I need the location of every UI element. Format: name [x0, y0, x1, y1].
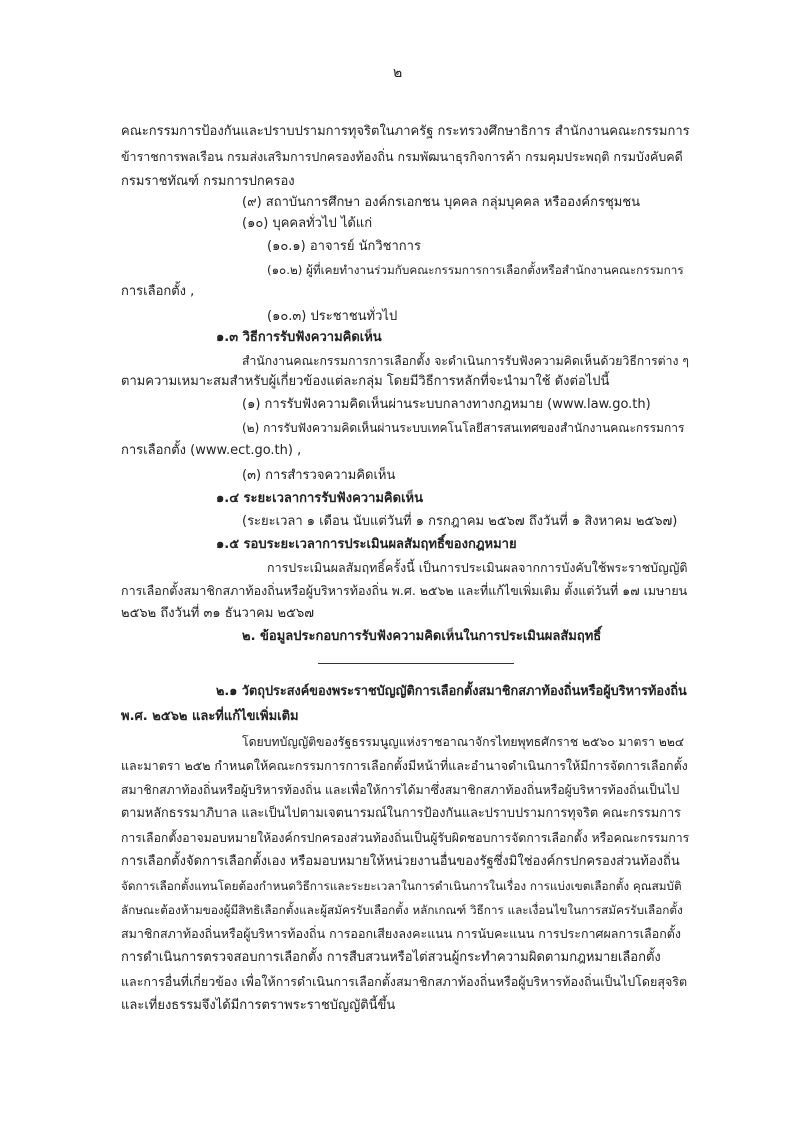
section-heading: ๒.๑ วัตถุประสงค์ของพระราชบัญญัติการเลือกตั้งสมาชิกสภาท้องถิ่นหรือผู้บริหารท้องถิ่น: [216, 684, 687, 699]
list-item: (๑๐.๓) ประชาชนทั่วไป: [267, 309, 398, 324]
text-line: การเลือกตั้งอาจมอบหมายให้องค์กรปกครองส่วนท้องถิ่นเป็นผู้รับผิดชอบการจัดการเลือกตั้ง หรือคณะกรรมการ: [121, 831, 690, 845]
text-line: โดยบทบัญญัติของรัฐธรรมนูญแห่งราชอาณาจักรไทยพุทธศักราช ๒๕๖๐ มาตรา ๒๒๔: [242, 735, 685, 749]
text-line: ลักษณะต้องห้ามของผู้มีสิทธิเลือกตั้งและผู้สมัครรับเลือกตั้ง หลักเกณฑ์ วิธีการ และเงื่อนไขในการสมัครรับเลือกตั้ง: [121, 903, 683, 917]
section-heading: ๑.๔ ระยะเวลาการรับฟังความคิดเห็น: [216, 491, 423, 506]
text-line: ๒๕๖๒ ถึงวันที่ ๓๑ ธันวาคม ๒๕๖๗: [121, 606, 314, 621]
text-line: สำนักงานคณะกรรมการการเลือกตั้ง จะดำเนินการรับฟังความคิดเห็นด้วยวิธีการต่าง ๆ: [242, 354, 689, 368]
text-line: คณะกรรมการป้องกันและปราบปรามการทุจริตในภาครัฐ กระทรวงศึกษาธิการ สำนักงานคณะกรรมการ: [121, 124, 690, 139]
text-line: การเลือกตั้ง ,: [121, 284, 195, 299]
page-number: ๒: [393, 65, 403, 81]
text-line: ข้าราชการพลเรือน กรมส่งเสริมการปกครองท้องถิ่น กรมพัฒนาธุรกิจการค้า กรมคุมประพฤติ กรมบังคับคดี: [121, 149, 683, 164]
list-item: (๑) การรับฟังความคิดเห็นผ่านระบบกลางทางกฎหมาย (www.law.go.th): [242, 397, 651, 412]
list-item: (๓) การสำรวจความคิดเห็น: [242, 468, 396, 483]
text-line: การเลือกตั้งสมาชิกสภาท้องถิ่นหรือผู้บริหารท้องถิ่น พ.ศ. ๒๕๖๒ และที่แก้ไขเพิ่มเติม ตั้งแต่วันที่ ๑๗ เมษายน: [121, 583, 688, 598]
list-item: (๒) การรับฟังความคิดเห็นผ่านระบบเทคโนโลยีสารสนเทศของสำนักงานคณะกรรมการ: [242, 421, 685, 435]
list-item: (๑๐.๑) อาจารย์ นักวิชาการ: [267, 239, 421, 254]
text-line: การเลือกตั้งจัดการเลือกตั้งเอง หรือมอบหมายให้หน่วยงานอื่นของรัฐซึ่งมิใช่องค์กรปกครองส่วนท้องถิ่น: [121, 854, 680, 869]
text-line: และเที่ยงธรรมจึงได้มีการตราพระราชบัญญัตินี้ขึ้น: [121, 998, 396, 1013]
text-line: กรมราชทัณฑ์ กรมการปกครอง: [121, 174, 295, 189]
text-line: และการอื่นที่เกี่ยวข้อง เพื่อให้การดำเนินการเลือกตั้งสมาชิกสภาท้องถิ่นหรือผู้บริหารท้องถิ่นเป็นไปโดยสุจริต: [121, 974, 688, 989]
list-item: (๑๐) บุคคลทั่วไป ได้แก่: [242, 216, 373, 231]
text-line: การประเมินผลสัมฤทธิ์ครั้งนี้ เป็นการประเมินผลจากการบังคับใช้พระราชบัญญัติ: [267, 560, 688, 575]
text-line: (ระยะเวลา ๑ เดือน นับแต่วันที่ ๑ กรกฎาคม ๒๕๖๗ ถึงวันที่ ๑ สิงหาคม ๒๕๖๗): [242, 514, 678, 529]
text-line: สมาชิกสภาท้องถิ่นหรือผู้บริหารท้องถิ่น และเพื่อให้การได้มาซึ่งสมาชิกสภาท้องถิ่นหรือผู้บริหารท้องถิ่นเป็นไป: [121, 783, 680, 797]
section-heading: ๑.๕ รอบระยะเวลาการประเมินผลสัมฤทธิ์ของกฎหมาย: [216, 537, 517, 552]
list-item: (๑๐.๒) ผู้ที่เคยทำงานร่วมกับคณะกรรมการการเลือกตั้งหรือสำนักงานคณะกรรมการ: [267, 263, 684, 277]
text-line: และมาตรา ๒๕๒ กำหนดให้คณะกรรมการการเลือกตั้งมีหน้าที่และอำนาจดำเนินการให้มีการจัดการเลือกตั้ง: [121, 758, 688, 773]
section-heading: ๒. ข้อมูลประกอบการรับฟังความคิดเห็นในการประเมินผลสัมฤทธิ์: [242, 629, 602, 644]
list-item: (๙) สถาบันการศึกษา องค์กรเอกชน บุคคล กลุ่มบุคคล หรือองค์กรชุมชน: [242, 195, 641, 210]
text-line: สมาชิกสภาท้องถิ่นหรือผู้บริหารท้องถิ่น การออกเสียงลงคะแนน การนับคะแนน การประกาศผลการเลือกตั้ง: [121, 926, 681, 941]
section-heading: ๑.๓ วิธีการรับฟังความคิดเห็น: [216, 330, 382, 345]
section-heading: พ.ศ. ๒๕๖๒ และที่แก้ไขเพิ่มเติม: [121, 709, 299, 724]
text-line: ตามหลักธรรมาภิบาล และเป็นไปตามเจตนารมณ์ในการป้องกันและปราบปรามการทุจริต คณะกรรมการ: [121, 806, 682, 821]
text-line: จัดการเลือกตั้งแทนโดยต้องกำหนดวิธีการและระยะเวลาในการดำเนินการในเรื่อง การแบ่งเขตเลือกตั้ง คุณสมบัติ: [121, 879, 682, 893]
text-line: การเลือกตั้ง (www.ect.go.th) ,: [121, 443, 302, 458]
text-line: การดำเนินการตรวจสอบการเลือกตั้ง การสืบสวนหรือไต่สวนผู้กระทำความผิดตามกฎหมายเลือกตั้ง: [121, 950, 661, 965]
separator-line: [318, 663, 514, 664]
text-line: ตามความเหมาะสมสำหรับผู้เกี่ยวข้องแต่ละกลุ่ม โดยมีวิธีการหลักที่จะนำมาใช้ ดังต่อไปนี้: [121, 374, 610, 389]
